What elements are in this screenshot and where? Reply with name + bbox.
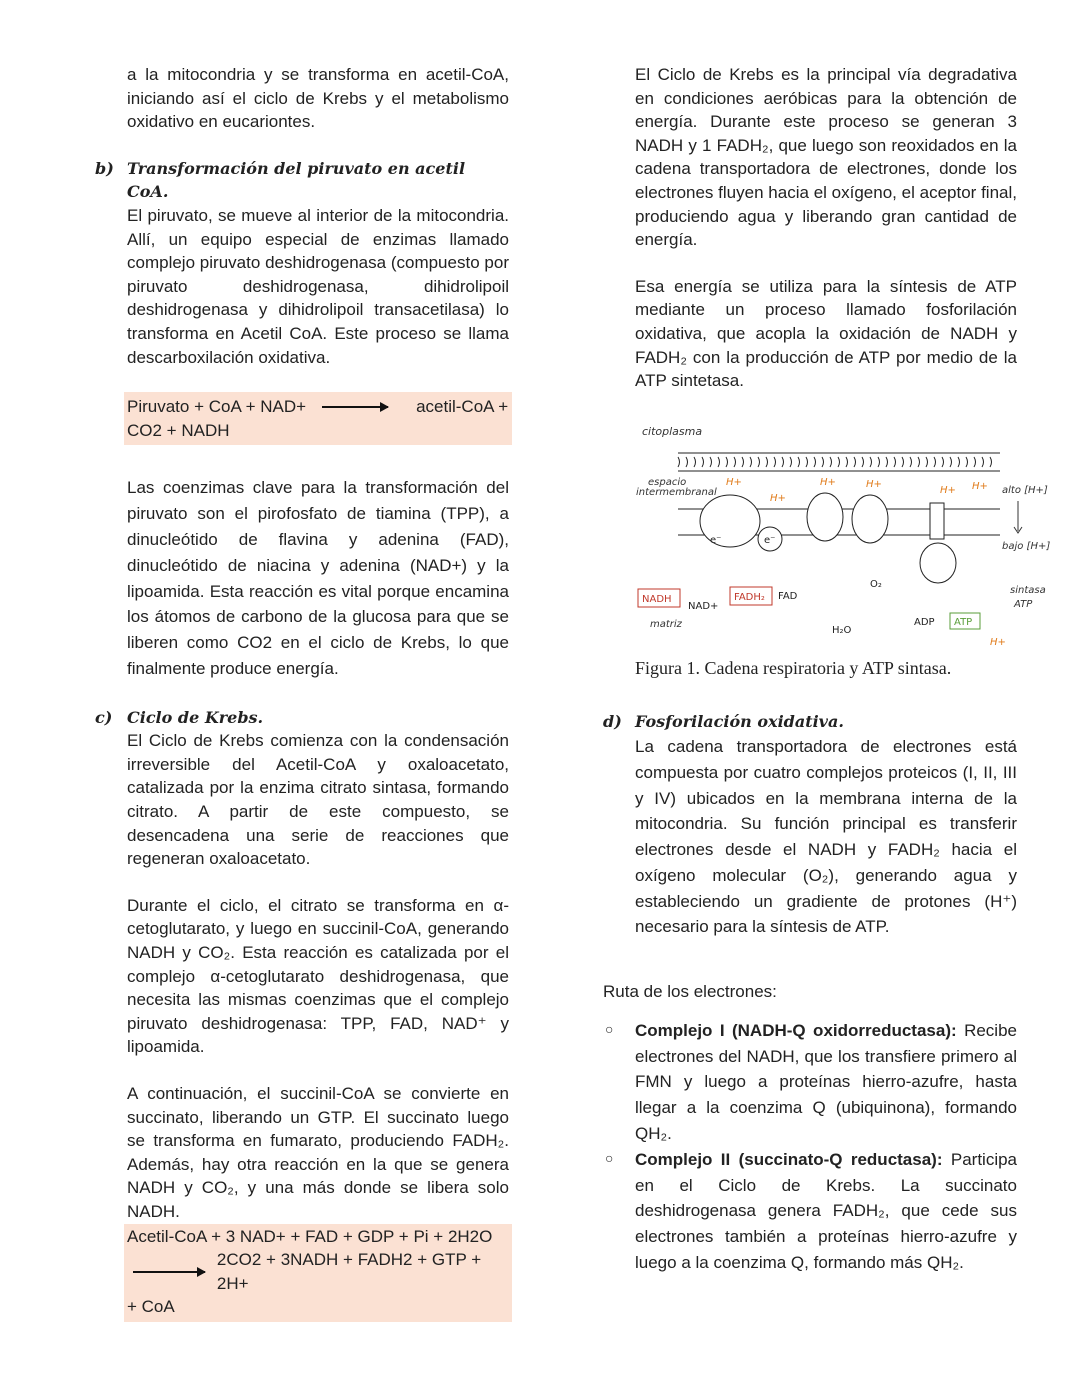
fig-electron-2: e⁻ — [764, 534, 776, 546]
fig-label-matriz: matriz — [650, 618, 682, 630]
fig-label-nadh: NADH — [642, 593, 672, 605]
bullet-text-2: Participa en el Ciclo de Krebs. La succinato deshidrogenasa genera FADH₂, que cede sus electrones también a proteínas hierro-azufre y luego a la coenzima Q, formando más QH₂. — [635, 1149, 1017, 1273]
fig-label-fad: FAD — [778, 590, 798, 602]
bullet-complex-1 — [605, 1018, 1017, 1147]
section-b-paragraph-2: Las coenzimas clave para la transformación del piruvato son el pirofosfato de tiamina (TPP), a dinucleótido de flavina y adenina (FAD), dinucleótido de niacina y adenina (NAD+) y la lipoamida. Esta reacción es vital porque encamina los átomos de carbono de la glucosa para que se liberen como CO2 en el ciclo de Krebs, lo que finalmente produce energía. — [127, 478, 509, 678]
fig-label-intermembranal: intermembranal — [636, 486, 717, 498]
section-b-label: b) — [95, 158, 114, 178]
fig-label-sintasa-atp: ATP — [1014, 598, 1033, 610]
fig-hplus-6: H+ — [972, 480, 988, 492]
section-b-title: Transformación del piruvato en acetil CoA. — [127, 158, 466, 202]
fig-label-nad: NAD+ — [688, 600, 719, 612]
reaction-arrow-icon — [322, 406, 388, 408]
pyruvate-equation-line2: CO2 + NADH — [127, 420, 230, 440]
krebs-equation-line2: 2CO2 + 3NADH + FADH2 + GTP + 2H+ — [216, 1250, 482, 1293]
fig-electron-1: e⁻ — [710, 534, 722, 546]
figure-caption: Figura 1. Cadena respiratoria y ATP sintasa. — [635, 657, 952, 678]
section-c-title: Ciclo de Krebs. — [127, 707, 264, 727]
fig-label-fadh2: FADH₂ — [734, 591, 765, 603]
intro-paragraph: a la mitocondria y se transforma en acetil-CoA, iniciando así el ciclo de Krebs y el metabolismo oxidativo en eucariontes. — [127, 65, 509, 132]
section-c-heading — [95, 706, 509, 730]
section-c-paragraph-2: Durante el ciclo, el citrato se transforma en α-cetoglutarato, y luego en succinil-CoA, generando NADH y CO₂. Esta reacción es catalizada por el complejo α-cetoglutarato deshidrogenasa, que necesita las mismas coenzimas que el complejo piruvato deshidrogenasa: TPP, FAD, NAD⁺ y lipoamida. — [127, 895, 509, 1057]
complex-I — [700, 495, 760, 547]
pyruvate-equation-right: acetil-CoA + — [416, 397, 509, 417]
krebs-equation-line1: Acetil-CoA + 3 NAD+ + FAD + GDP + Pi + 2H2O — [127, 1226, 493, 1246]
electron-route-heading: Ruta de los electrones: — [603, 982, 777, 1002]
section-d-title: Fosforilación oxidativa. — [635, 712, 844, 732]
fig-hplus-7: H+ — [990, 636, 1006, 648]
fig-label-sintasa: sintasa — [1010, 584, 1046, 596]
fig-hplus-1: H+ — [726, 476, 742, 488]
krebs-equation-line3: + CoA — [127, 1297, 175, 1317]
fig-hplus-3: H+ — [820, 476, 836, 488]
krebs-summary-paragraph: El Ciclo de Krebs es la principal vía degradativa en condiciones aeróbicas para la obtención de energía. Durante este proceso se generan 3 NADH y 1 FADH₂, que luego son reoxidados en la cadena transportadora de electrones, donde los electrones fluyen hacia el oxígeno, el aceptor final, produciendo agua y liberando gran cantidad de energía. — [635, 65, 1017, 250]
section-b-heading — [95, 157, 509, 204]
pyruvate-equation-left: Piruvato + CoA + NAD+ — [127, 397, 307, 417]
atp-synthesis-paragraph: Esa energía se utiliza para la síntesis de ATP mediante un proceso llamado fosforilación oxidativa, que acopla la oxidación de NADH y FADH₂ con la producción de ATP por medio de la ATP sintetasa. — [635, 276, 1017, 391]
bullet-icon: ○ — [605, 1149, 614, 1166]
left-column — [95, 63, 509, 1322]
bullet-text-1: Recibe electrones del NADH, que los transfiere primero al FMN y luego a proteínas hierro-azufre, hasta llegar a la coenzima Q (ubiquinona), formando QH₂. — [635, 1020, 1017, 1144]
fig-label-o2: O₂ — [870, 578, 882, 590]
fig-label-espacio: espacio — [648, 476, 687, 488]
bullet-icon: ○ — [605, 1020, 614, 1037]
fig-label-adp: ADP — [914, 616, 935, 628]
reaction-arrow-icon — [133, 1271, 205, 1273]
fig-hplus-2: H+ — [770, 492, 786, 504]
section-b-paragraph-1: El piruvato, se mueve al interior de la mitocondria. Allí, un equipo especial de enzimas llamado complejo piruvato deshidrogenasa (compuesto por piruvato deshidrogenasa, dihidrolipoil deshidrogenasa y dihidrolipoil transacetilasa) lo transforma en Acetil CoA. Este proceso se llama descarboxilación oxidativa. — [127, 205, 509, 367]
section-c-label: c) — [95, 707, 113, 727]
outer-membrane — [678, 453, 1000, 471]
section-d-heading — [603, 710, 1017, 734]
krebs-equation — [124, 1224, 512, 1322]
bullet-title-1: Complejo I (NADH-Q oxidorreductasa): — [635, 1020, 957, 1040]
right-column — [603, 63, 1050, 1276]
atp-synthase — [920, 503, 956, 583]
bullet-title-2: Complejo II (succinato-Q reductasa): — [635, 1149, 943, 1169]
pyruvate-equation — [124, 392, 512, 445]
fig-label-bajo: bajo [H+] — [1002, 540, 1050, 552]
fig-hplus-4: H+ — [866, 478, 882, 490]
section-d-paragraph: La cadena transportadora de electrones está compuesta por cuatro complejos proteicos (I, II, III y IV) ubicados en la membrana interna de la mitocondria. Su función principal es transferir electrones desde el NADH y FADH₂ hacia el oxígeno molecular (O₂), generando agua y estableciendo un gradiente de protones (H⁺) necesario para la síntesis de ATP. — [635, 736, 1017, 937]
section-c-paragraph-3: A continuación, el succinil-CoA se convierte en succinato, liberando un GTP. El succinato luego se transforma en fumarato, produciendo FADH₂. Además, hay otra reacción en la que se genera NADH y CO₂, y una más donde se libera solo NADH. — [127, 1084, 509, 1221]
fig-hplus-5: H+ — [940, 484, 956, 496]
section-d-label: d) — [603, 712, 622, 732]
fig-label-alto: alto [H+] — [1002, 484, 1048, 496]
fig-label-h2o: H₂O — [832, 624, 852, 636]
fig-label-citoplasma: citoplasma — [642, 424, 703, 438]
respiratory-chain-figure — [630, 413, 1050, 653]
fig-label-atp: ATP — [954, 616, 973, 628]
section-c-paragraph-1: El Ciclo de Krebs comienza con la condensación irreversible del Acetil-CoA y oxaloacetato, catalizada por la enzima citrato sintasa, formando citrato. A partir de este compuesto, se desencadena una serie de reacciones que regeneran oxaloacetato. — [127, 731, 509, 869]
bullet-complex-2 — [605, 1147, 1017, 1276]
